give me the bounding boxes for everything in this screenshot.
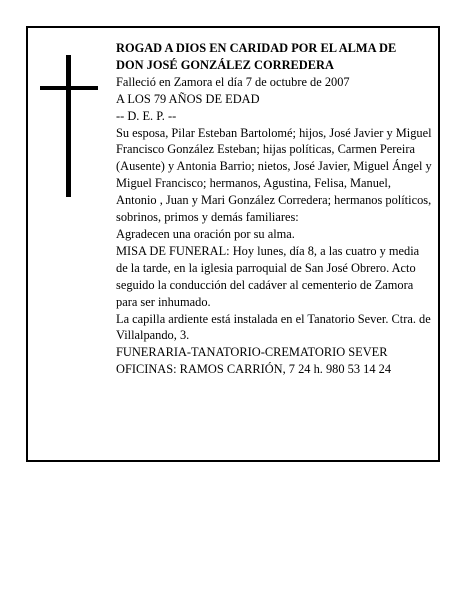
- offices-info: OFICINAS: RAMOS CARRIÓN, 7 24 h. 980 53 14 24: [116, 362, 392, 377]
- cross-horizontal-bar: [40, 86, 98, 90]
- rip-line: -- D. E. P. --: [116, 108, 177, 123]
- thanks-line: Agradecen una oración por su alma.: [116, 226, 295, 241]
- cross-vertical-bar: [66, 55, 71, 197]
- notice-text: [116, 40, 432, 378]
- funeral-mass-info: MISA DE FUNERAL: Hoy lunes, día 8, a las cuatro y media de la tarde, en la iglesia parroquial de San José Obrero. Acto seguido la conducción del cadáver al cementerio de Zamora para ser inhumado.: [116, 243, 420, 309]
- age-line: A LOS 79 AÑOS DE EDAD: [116, 91, 260, 106]
- obituary-notice: [26, 26, 440, 462]
- deceased-name: DON JOSÉ GONZÁLEZ CORREDERA: [116, 57, 334, 72]
- funeral-home-name: FUNERARIA-TANATORIO-CREMATORIO SEVER: [116, 345, 388, 360]
- chapel-info: La capilla ardiente está instalada en el Tanatorio Sever. Ctra. de Villalpando, 3.: [116, 311, 431, 343]
- family-list: Su esposa, Pilar Esteban Bartolomé; hijos, José Javier y Miguel Francisco González Esteban; hijas políticas, Carmen Pereira (Ausente) y Antonia Barrio; nietos, José Javier, Miguel Ángel y Miguel Francisco; hermanos, Agustina, Felisa, Manuel, Antonio , Juan y Mari González Corredera; hermanos políticos, sobrinos, primos y demás familiares:: [116, 125, 432, 225]
- notice-heading: ROGAD A DIOS EN CARIDAD POR EL ALMA DE: [116, 41, 397, 55]
- death-info: Falleció en Zamora el día 7 de octubre de 2007: [116, 74, 350, 89]
- cross-icon: [40, 55, 98, 197]
